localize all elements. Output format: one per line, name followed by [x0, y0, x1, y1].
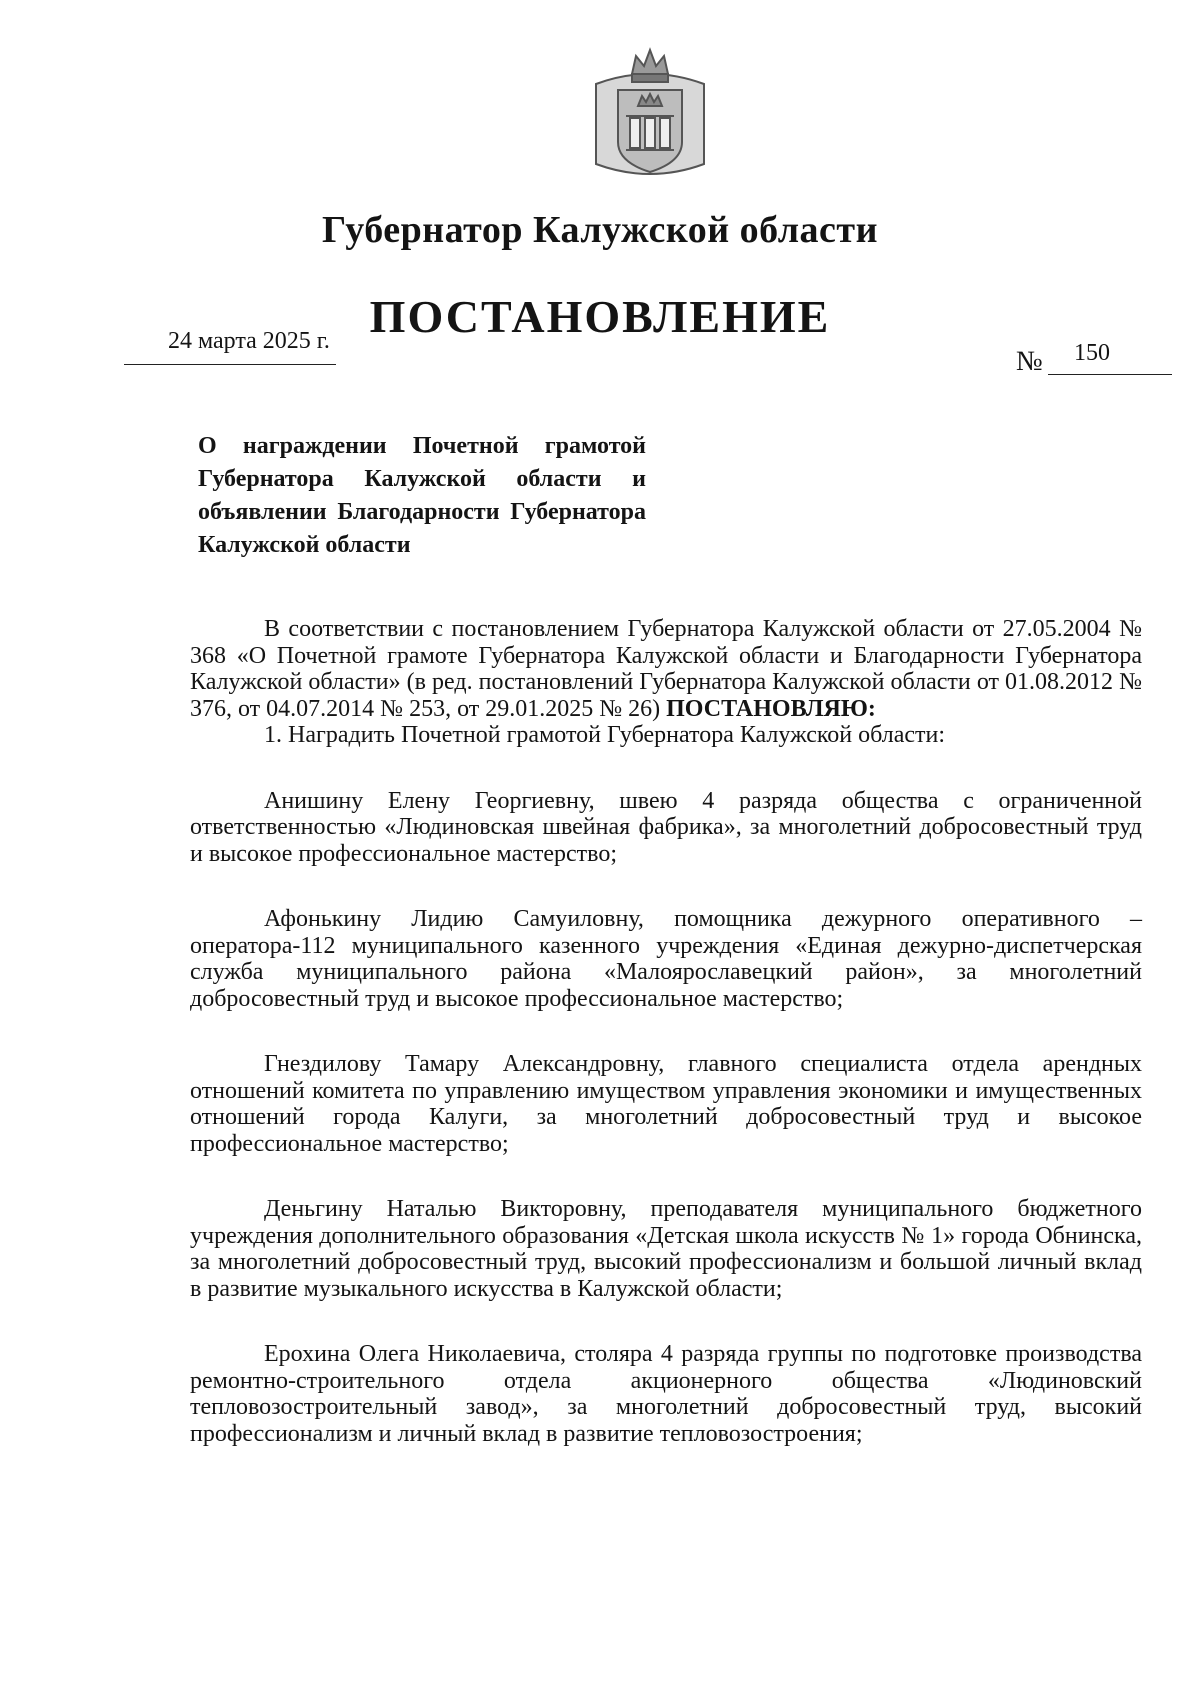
awardee-paragraph: Гнездилову Тамару Александровну, главного специалиста отдела арендных отношений комитета по управлению имуществом управления экономики и имущественных отношений города Калуги, за многолетний добросовестный труд и высокое профессиональное мастерство; — [190, 1051, 1142, 1157]
document-date: 24 марта 2025 г. — [168, 328, 330, 354]
document-type-title: ПОСТАНОВЛЕНИЕ — [369, 291, 831, 342]
preamble-paragraph — [190, 616, 1142, 722]
date-underline — [124, 364, 336, 365]
awardee-paragraph: Анишину Елену Георгиевну, швею 4 разряда общества с ограниченной ответственностью «Людиновская швейная фабрика», за многолетний добросовестный труд и высокое профессиональное мастерство; — [190, 787, 1142, 867]
document-subject: О награждении Почетной грамотой Губернатора Калужской области и объявлении Благодарности Губернатора Калужской области — [198, 433, 646, 558]
awardee-paragraph: Афонькину Лидию Самуиловну, помощника дежурного оперативного – оператора-112 муниципального казенного учреждения «Единая дежурно-диспетчерская служба муниципального района «Малоярославецкий район», за многолетний добросовестный труд и высокое профессиональное мастерство; — [190, 906, 1142, 1012]
awardee-paragraph: Деньгину Наталью Викторовну, преподавателя муниципального бюджетного учреждения дополнительного образования «Детская школа искусств № 1» города Обнинска, за многолетний добросовестный труд, высокий профессионализм и большой личный вклад в развитие музыкального искусства в Калужской области; — [190, 1196, 1142, 1302]
decree-word: ПОСТАНОВЛЯЮ: — [666, 695, 876, 722]
document-number: 150 — [1074, 340, 1110, 366]
kaluga-coat-of-arms-icon — [588, 44, 712, 184]
authority-title: Губернатор Калужской области — [322, 209, 878, 251]
document-body — [190, 616, 1142, 1447]
document-number-label: № — [1016, 346, 1043, 377]
number-underline — [1048, 374, 1172, 375]
awardee-paragraph: Ерохина Олега Николаевича, столяра 4 разряда группы по подготовке производства ремонтно-строительного отдела акционерного общества «Людиновский тепловозостроительный завод», за многолетний добросовестный труд, высокий профессионализм и личный вклад в развитие тепловозостроения; — [190, 1341, 1142, 1447]
item-1-paragraph: 1. Наградить Почетной грамотой Губернатора Калужской области: — [264, 722, 946, 748]
preamble-text: В соответствии с постановлением Губернатора Калужской области от 27.05.2004 № 368 «О Почетной грамоте Губернатора Калужской области и Благодарности Губернатора Калужской области» (в ред. постановлений Губернатора Калужской области от 01.08.2012 № 376, от 04.07.2014 № 253, от 29.01.2025 № 26) — [190, 616, 1142, 722]
